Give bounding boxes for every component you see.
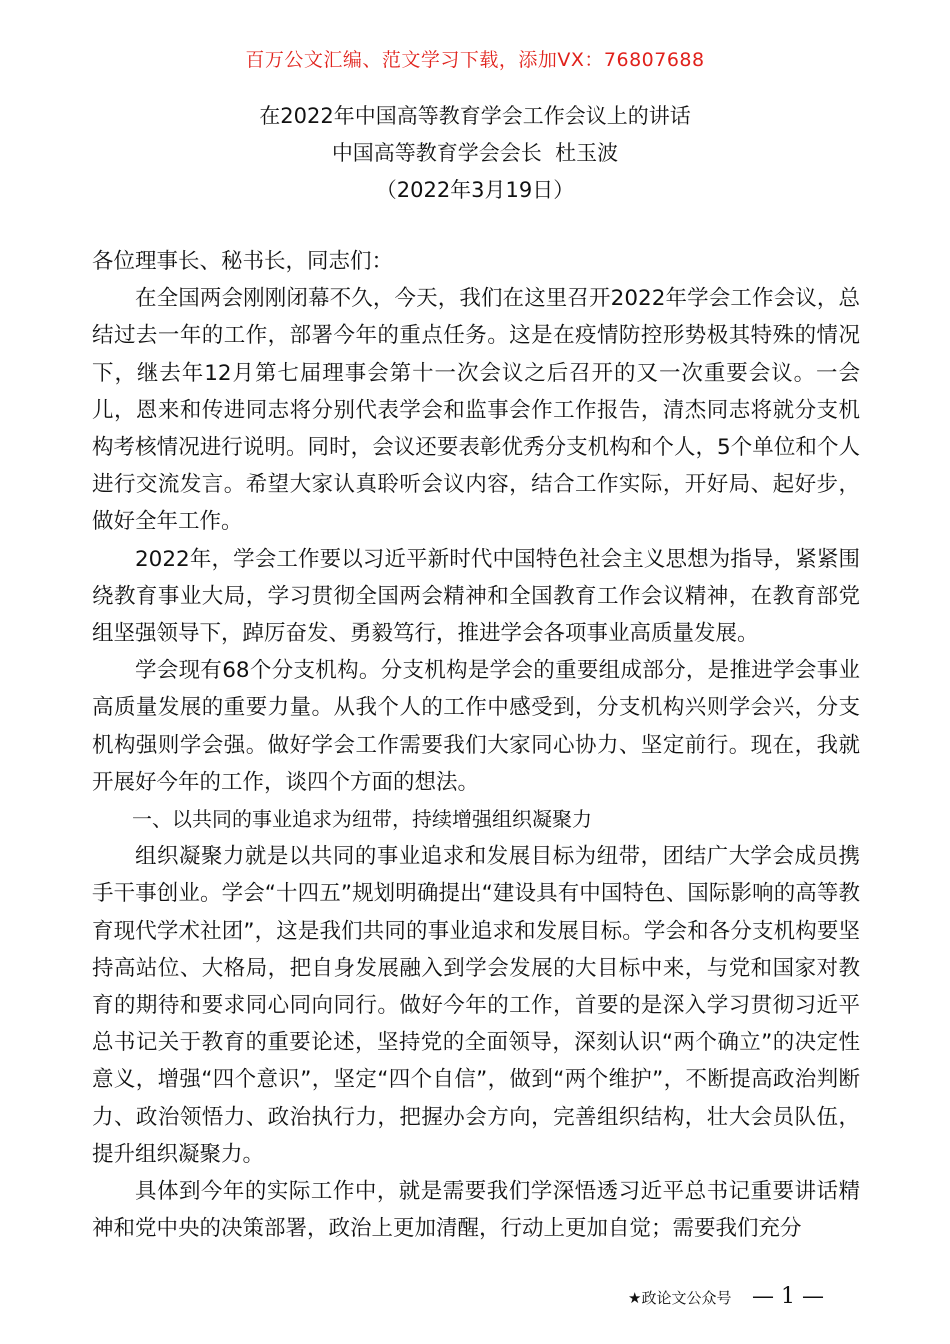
salutation: 各位理事长、秘书长，同志们： bbox=[92, 249, 394, 274]
speaker-line: 中国高等教育学会会长 杜玉波 bbox=[331, 141, 619, 165]
paragraph-4: 组织凝聚力就是以共同的事业追求和发展目标为纽带，团结广大学会成员携手干事创业。学会“十四五”规划明确提出“建设具有中国特色、国际影响的高等教育现代学术社团”，这是我们共同的事业追求和发展目标。学会和各分支机构要坚持高站位、大格局，把自身发展融入到学会发展的大目标中来，与党和国家对教育的期待和要求同心同向同行。做好今年的工作，首要的是深入学习贯彻习近平总书记关于教育的重要论述，坚持党的全面领导，深刻认识“两个确立”的决定性意义，增强“四个意识”，坚定“四个自信”，做到“两个维护”，不断提高政治判断力、政治领悟力、政治执行力，把握办会方向，完善组织结构，壮大会员队伍，提升组织凝聚力。 bbox=[92, 844, 860, 1167]
section-heading-1: 一、以共同的事业追求为纽带，持续增强组织凝聚力 bbox=[132, 807, 592, 832]
speech-title: 在2022年中国高等教育学会工作会议上的讲话 bbox=[259, 104, 691, 128]
page-footer bbox=[0, 1283, 950, 1313]
speech-body bbox=[92, 243, 860, 1247]
title-block bbox=[0, 98, 950, 209]
page-number: — 1 — bbox=[752, 1284, 824, 1309]
paragraph-2: 2022年，学会工作要以习近平新时代中国特色社会主义思想为指导，紧紧围绕教育事业大局，学习贯彻全国两会精神和全国教育工作会议精神，在教育部党组坚强领导下，踔厉奋发、勇毅笃行，推进学会各项事业高质量发展。 bbox=[92, 546, 860, 647]
speech-date: （2022年3月19日） bbox=[375, 178, 575, 202]
paragraph-1: 在全国两会刚刚闭幕不久，今天，我们在这里召开2022年学会工作会议，总结过去一年的工作，部署今年的重点任务。这是在疫情防控形势极其特殊的情况下，继去年12月第七届理事会第十一次会议之后召开的又一次重要会议。一会儿，恩来和传进同志将分别代表学会和监事会作工作报告，清杰同志将就分支机构考核情况进行说明。同时，会议还要表彰优秀分支机构和个人，5个单位和个人进行交流发言。希望大家认真聆听会议内容，结合工作实际，开好局、起好步，做好全年工作。 bbox=[92, 286, 860, 535]
paragraph-5: 具体到今年的实际工作中，就是需要我们学深悟透习近平总书记重要讲话精神和党中央的决策部署，政治上更加清醒，行动上更加自觉；需要我们充分 bbox=[92, 1179, 860, 1242]
download-banner: 百万公文汇编、范文学习下载，添加VX：76807688 bbox=[245, 49, 705, 71]
paragraph-3: 学会现有68个分支机构。分支机构是学会的重要组成部分，是推进学会事业高质量发展的重要力量。从我个人的工作中感受到，分支机构兴则学会兴，分支机构强则学会强。做好学会工作需要我们大家同心协力、坚定前行。现在，我就开展好今年的工作，谈四个方面的想法。 bbox=[92, 658, 860, 795]
footer-source: ★政论文公众号 bbox=[628, 1289, 732, 1307]
